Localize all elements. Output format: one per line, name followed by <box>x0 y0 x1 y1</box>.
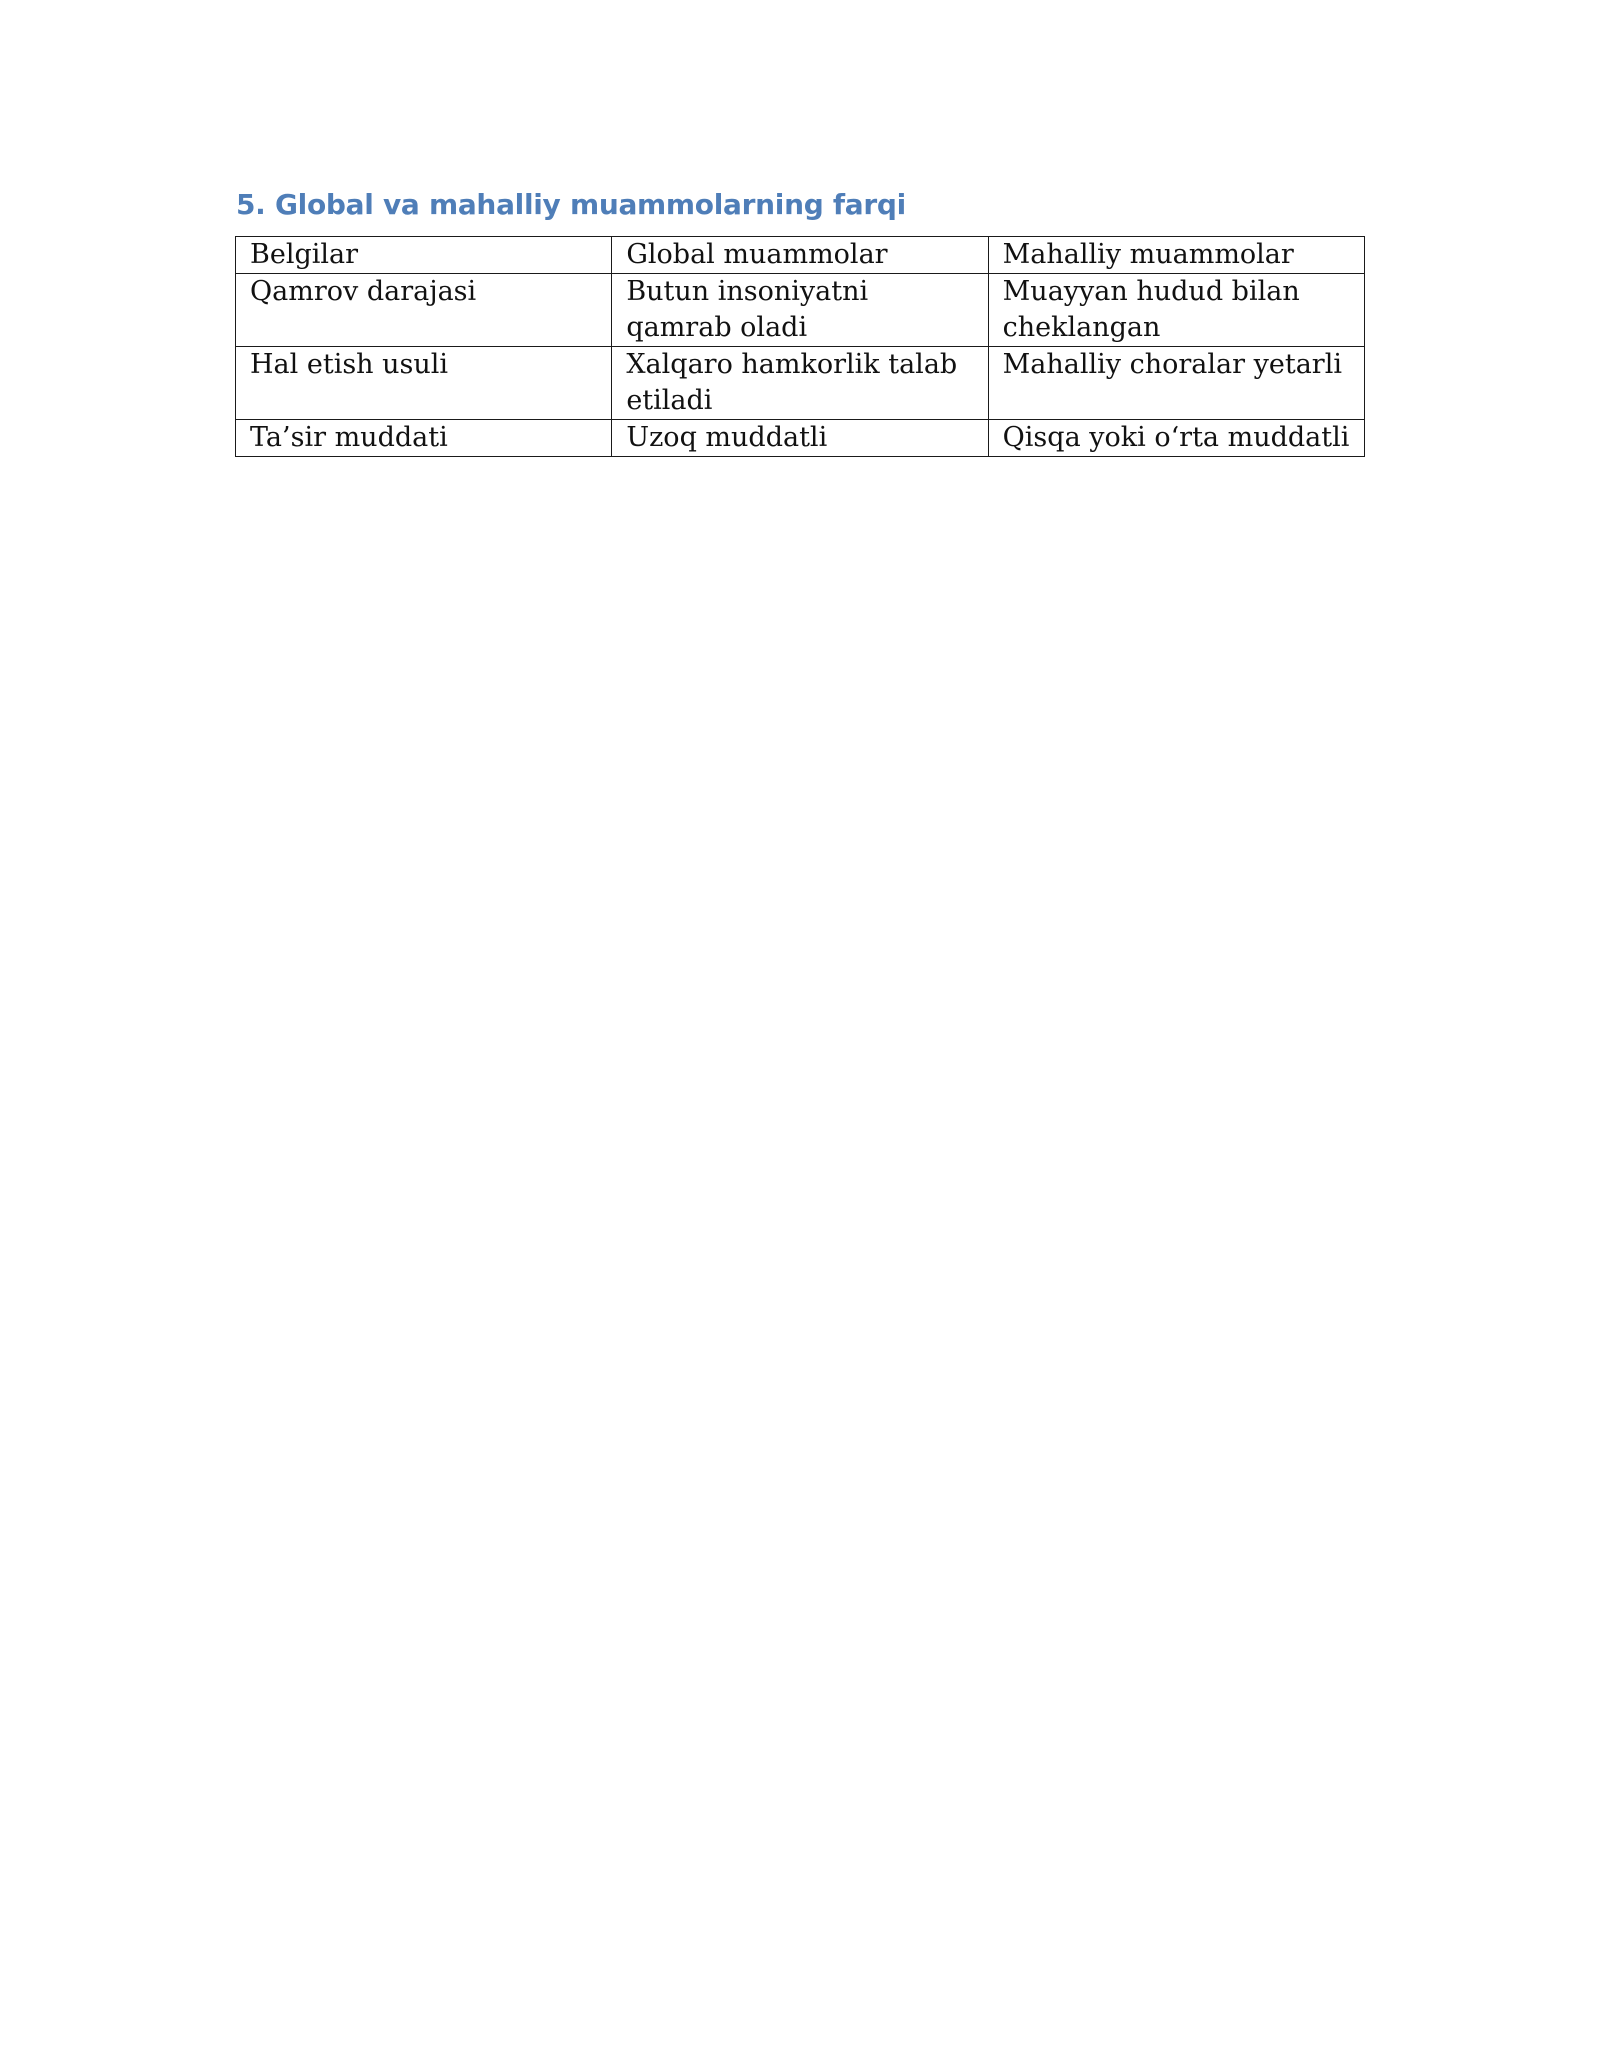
table-cell: Hal etish usuli <box>236 347 612 420</box>
table-cell: Xalqaro hamkorlik talab etiladi <box>612 347 988 420</box>
table-cell: Ta’sir muddati <box>236 420 612 457</box>
table-row <box>236 347 1365 420</box>
table-row <box>236 420 1365 457</box>
table-cell: Qamrov darajasi <box>236 274 612 347</box>
table-header-cell: Mahalliy muammolar <box>988 237 1364 274</box>
table-row <box>236 274 1365 347</box>
table-cell: Butun insoniyatni qamrab oladi <box>612 274 988 347</box>
table-cell: Qisqa yoki o‘rta muddatli <box>988 420 1364 457</box>
table-cell: Mahalliy choralar yetarli <box>988 347 1364 420</box>
table-cell: Uzoq muddatli <box>612 420 988 457</box>
comparison-table <box>235 236 1365 457</box>
table-header-row <box>236 237 1365 274</box>
section-heading: 5. Global va mahalliy muammolarning farqi <box>236 188 906 221</box>
table-header-cell: Global muammolar <box>612 237 988 274</box>
table-header-cell: Belgilar <box>236 237 612 274</box>
table-cell: Muayyan hudud bilan cheklangan <box>988 274 1364 347</box>
